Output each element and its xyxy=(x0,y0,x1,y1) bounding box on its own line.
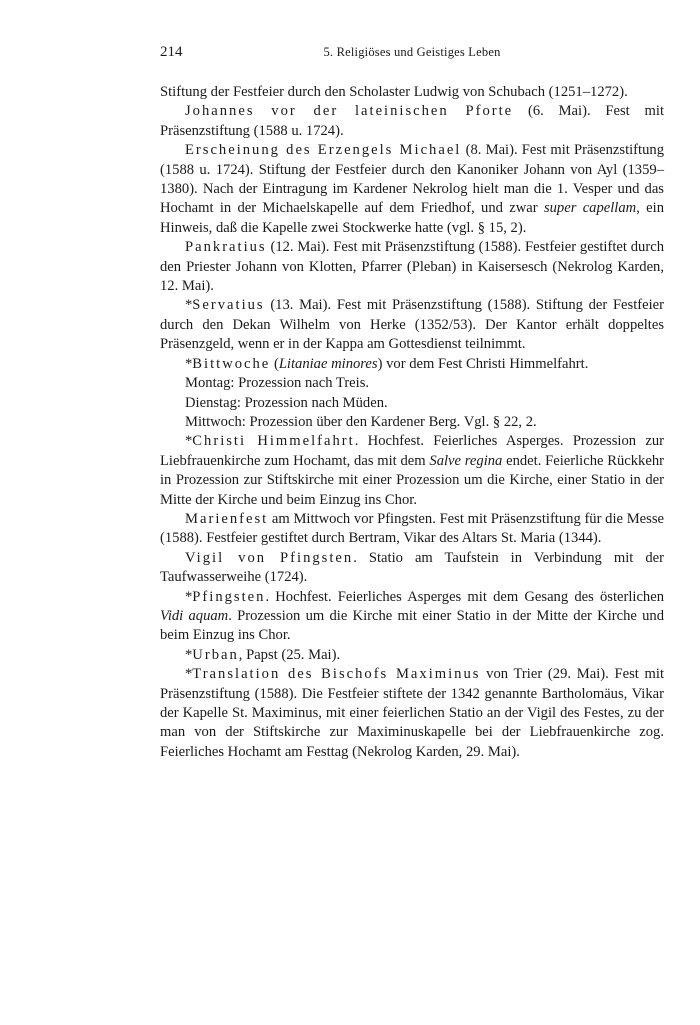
latin-phrase: Vidi aquam xyxy=(160,607,229,624)
entry-text: Dienstag: Prozession nach Müden. xyxy=(185,394,388,411)
entry-text: endet. Feierliche Rückkehr in Prozession zur Stiftskirche mit einer Prozession um die Kirche, einer Statio in der Mitte der Kirche und beim Einzug ins Chor. xyxy=(160,452,664,508)
entry-text: (6. Mai). Fest mit Präsenzstiftung (1588 u. 1724). xyxy=(160,103,664,139)
latin-phrase: Litaniae minores xyxy=(278,355,378,372)
entry-bittwoche xyxy=(160,355,664,374)
feast-name: Pfingsten xyxy=(192,588,266,605)
entry-text: , ein Hinweis, daß die Kapelle zwei Stockwerke hatte (vgl. § 15, 2). xyxy=(160,200,664,236)
feast-name: Erscheinung des Erzengels Michael xyxy=(185,142,462,159)
entry-text: (8. Mai). Fest mit Präsenzstiftung (1588 u. 1724). Stiftung der Festfeier durch den Kanoniker Johann von Ayl (1359–1380). Nach der Eintragung im Kardener Nekrolog hielt man die 1. Vesper und das Hochamt in der Michaelskapelle auf dem Friedhof, und zwar xyxy=(160,142,664,217)
feast-name: Urban xyxy=(192,646,239,663)
asterisk-mark: * xyxy=(185,666,193,683)
entry-text: , Papst (25. Mai). xyxy=(238,646,341,663)
text-body xyxy=(160,83,664,762)
entry-text: . Hochfest. Feierliches Asperges. Prozession zur Liebfrauenkirche zum Hochamt, das mit dem xyxy=(160,433,664,469)
feast-name: Christi Himmelfahrt xyxy=(192,433,355,450)
entry-text: von Trier (29. Mai). Fest mit Präsenzstiftung (1588). Die Festfeier stiftete der 1342 genannte Bartholomäus, Vikar der Kapelle St. Maximinus, mit einer feierlichen Statio an der Vigil des Festes, zu der man von der Stiftskirche zur Maximinuskapelle bei der Liebfrauenkirche zog. Feierliches Hochamt am Festtag (Nekrolog Karden, 29. Mai). xyxy=(160,666,664,760)
paragraph-schubach xyxy=(160,83,664,102)
asterisk-mark: * xyxy=(185,646,193,663)
feast-name: Servatius xyxy=(192,297,265,314)
entry-montag xyxy=(160,374,664,393)
entry-text: ) vor dem Fest Christi Himmelfahrt. xyxy=(377,355,589,372)
asterisk-mark: * xyxy=(185,355,193,372)
entry-text: . Statio am Taufstein in Verbindung mit der Taufwasserweihe (1724). xyxy=(160,549,664,586)
entry-text: Montag: Prozession nach Treis. xyxy=(185,375,370,392)
entry-pfingsten xyxy=(160,588,664,646)
entry-text: (12. Mai). Fest mit Präsenzstiftung (1588). Festfeier gestiftet durch den Priester Johann von Klotten, Pfarrer (Pleban) in Kaisersesch (Nekrolog Karden, 12. Mai). xyxy=(160,239,664,295)
entry-text: ( xyxy=(270,355,279,372)
feast-name: Marienfest xyxy=(185,510,269,527)
entry-text: . Hochfest. Feierliches Asperges mit dem Gesang des österlichen xyxy=(265,588,664,605)
asterisk-mark: * xyxy=(185,433,193,450)
entry-marienfest xyxy=(160,510,664,549)
asterisk-mark: * xyxy=(185,588,193,605)
entry-pankratius xyxy=(160,238,664,296)
entry-johannes xyxy=(160,102,664,141)
asterisk-mark: * xyxy=(185,297,193,314)
entry-maximinus xyxy=(160,665,664,762)
entry-text: (13. Mai). Fest mit Präsenzstiftung (1588). Stiftung der Festfeier durch den Dekan Wilhelm von Herke (1352/53). Der Kantor erhält doppeltes Präsenzgeld, wenn er in der Kappa am Gottesdienst teilnimmt. xyxy=(160,297,664,353)
entry-dienstag xyxy=(160,394,664,413)
entry-text: Mittwoch: Prozession über den Kardener Berg. Vgl. § 22, 2. xyxy=(185,413,537,430)
latin-phrase: Salve regina xyxy=(429,452,503,469)
paragraph-text: Stiftung der Festfeier durch den Scholaster Ludwig von Schubach (1251–1272). xyxy=(160,84,628,100)
feast-name: Pankratius xyxy=(185,239,267,256)
feast-name: Johannes vor der lateinischen Pforte xyxy=(185,103,514,120)
entry-himmelfahrt xyxy=(160,432,664,510)
feast-name: Bittwoche xyxy=(192,355,271,372)
latin-phrase: super capellam xyxy=(543,200,637,217)
entry-michael xyxy=(160,141,664,238)
entry-vigil-pfingsten xyxy=(160,549,664,588)
feast-name: Vigil von Pfingsten xyxy=(185,549,354,566)
feast-name: Translation des Bischofs Maximinus xyxy=(192,666,481,683)
entry-servatius xyxy=(160,296,664,354)
page-header xyxy=(160,40,664,64)
entry-text: . Prozession um die Kirche mit einer Statio in der Mitte der Kirche und beim Einzug ins Chor. xyxy=(160,607,664,644)
entry-text: am Mittwoch vor Pfingsten. Fest mit Präsenzstiftung für die Messe (1588). Festfeier gestiftet durch Bertram, Vikar des Altars St. Maria (1344). xyxy=(160,510,664,547)
page-number: 214 xyxy=(160,44,183,60)
entry-urban xyxy=(160,646,664,665)
running-title: 5. Religiöses und Geistiges Leben xyxy=(323,45,501,59)
entry-mittwoch xyxy=(160,413,664,432)
